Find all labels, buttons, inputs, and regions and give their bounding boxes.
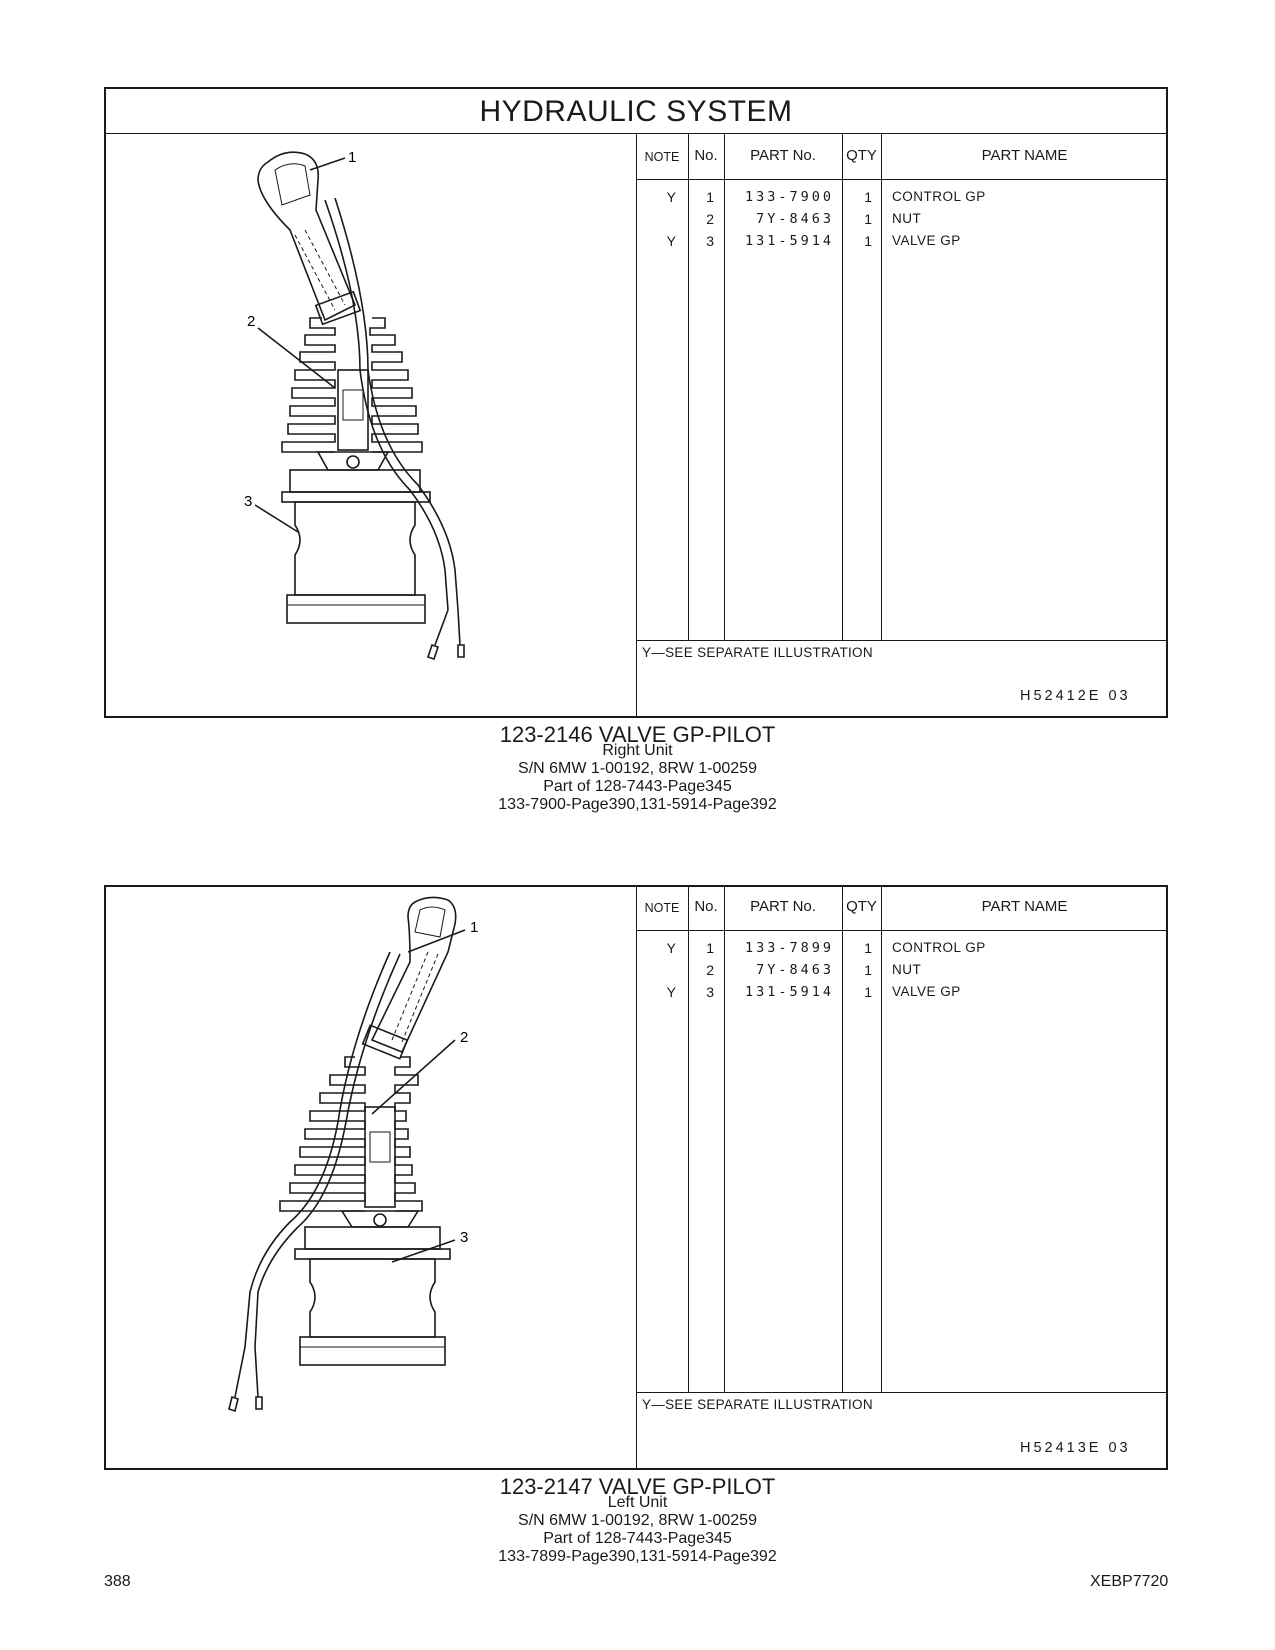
callout-1: 1 (470, 919, 479, 936)
row-qty: 1 (864, 233, 872, 249)
row-part-no: 133-7900 (744, 189, 834, 205)
row-no: 2 (706, 962, 714, 978)
header-part-name: PART NAME (981, 898, 1068, 915)
col-line (724, 885, 725, 1392)
caption-part-of: Part of 128-7443-Page345 (543, 778, 732, 795)
row-part-name: VALVE GP (892, 984, 961, 999)
row-part-no: 131-5914 (744, 233, 834, 249)
caption-title: 123-2147 VALVE GP-PILOT (499, 1474, 776, 1499)
row-note: Y (666, 984, 676, 1000)
row-part-no: 7Y-8463 (756, 962, 834, 978)
footnote: Y—SEE SEPARATE ILLUSTRATION (642, 1397, 873, 1412)
row-part-no: 131-5914 (744, 984, 834, 1000)
header-note: NOTE (644, 150, 680, 164)
valve-illustration (110, 892, 630, 1462)
header-divider (636, 179, 1168, 180)
header-no: No. (694, 147, 718, 164)
caption-part-of: Part of 128-7443-Page345 (543, 1530, 732, 1547)
document-code: XEBP7720 (1090, 1573, 1169, 1590)
caption-serial: S/N 6MW 1-00192, 8RW 1-00259 (518, 760, 757, 777)
header-qty: QTY (846, 147, 877, 164)
caption-title: 123-2146 VALVE GP-PILOT (499, 722, 776, 747)
row-no: 3 (706, 233, 714, 249)
caption-unit: Left Unit (607, 1494, 668, 1511)
col-line (881, 885, 882, 1392)
callout-3: 3 (460, 1229, 469, 1246)
caption-serial: S/N 6MW 1-00192, 8RW 1-00259 (518, 1512, 757, 1529)
header-part-no: PART No. (750, 898, 816, 915)
row-part-name: CONTROL GP (892, 189, 986, 204)
row-part-no: 133-7899 (744, 940, 834, 956)
header-note: NOTE (644, 901, 680, 915)
valve-illustration (110, 140, 630, 710)
callout-1: 1 (348, 149, 357, 166)
row-note: Y (666, 189, 676, 205)
footer-divider (636, 1392, 1168, 1393)
row-note: Y (666, 233, 676, 249)
row-part-name: CONTROL GP (892, 940, 986, 955)
footnote: Y—SEE SEPARATE ILLUSTRATION (642, 645, 873, 660)
col-line (842, 885, 843, 1392)
illustration-code: H52412E 03 (1020, 688, 1131, 704)
col-line (688, 133, 689, 640)
illustration-code: H52413E 03 (1020, 1440, 1131, 1456)
row-no: 1 (706, 940, 714, 956)
row-part-name: NUT (892, 211, 922, 226)
col-line (724, 133, 725, 640)
header-no: No. (694, 898, 718, 915)
callout-3: 3 (244, 493, 253, 510)
callout-2: 2 (247, 313, 256, 330)
footer-divider (636, 640, 1168, 641)
row-note: Y (666, 940, 676, 956)
row-qty: 1 (864, 211, 872, 227)
caption-refs: 133-7899-Page390,131-5914-Page392 (498, 1548, 777, 1565)
row-qty: 1 (864, 984, 872, 1000)
caption-refs: 133-7900-Page390,131-5914-Page392 (498, 796, 777, 813)
section-title: HYDRAULIC SYSTEM (479, 95, 793, 128)
row-part-name: NUT (892, 962, 922, 977)
callout-2: 2 (460, 1029, 469, 1046)
header-divider (636, 930, 1168, 931)
row-qty: 1 (864, 962, 872, 978)
row-part-no: 7Y-8463 (756, 211, 834, 227)
row-no: 2 (706, 211, 714, 227)
row-no: 3 (706, 984, 714, 1000)
header-part-name: PART NAME (981, 147, 1068, 164)
caption-unit: Right Unit (602, 742, 673, 759)
row-qty: 1 (864, 189, 872, 205)
row-qty: 1 (864, 940, 872, 956)
row-part-name: VALVE GP (892, 233, 961, 248)
row-no: 1 (706, 189, 714, 205)
header-qty: QTY (846, 898, 877, 915)
header-part-no: PART No. (750, 147, 816, 164)
panel-1-illus-divider (636, 133, 637, 718)
panel-2-illus-divider (636, 885, 637, 1470)
col-line (881, 133, 882, 640)
col-line (842, 133, 843, 640)
col-line (688, 885, 689, 1392)
page-number: 388 (104, 1573, 131, 1590)
